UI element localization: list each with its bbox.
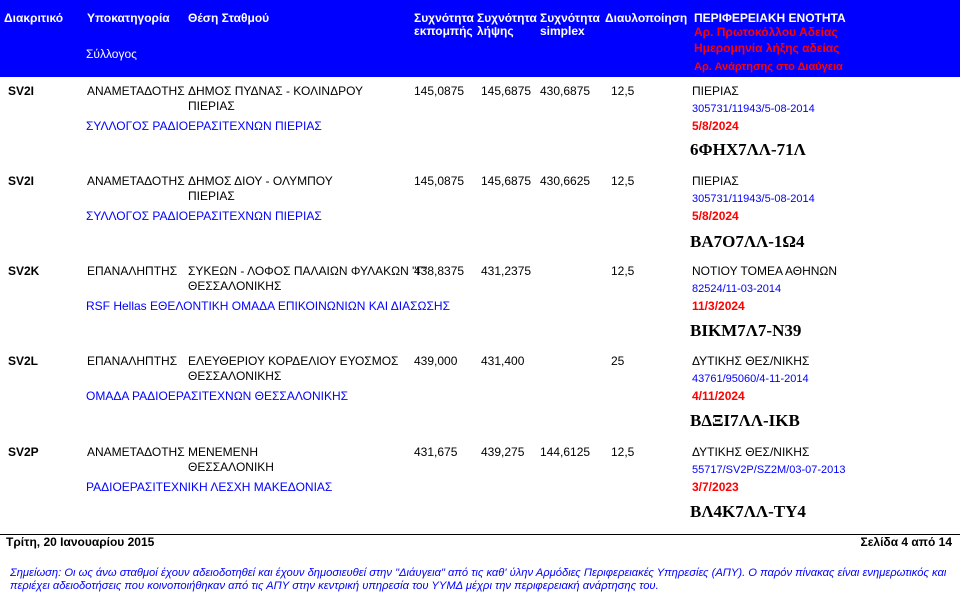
page-number: Σελίδα 4 από 14 xyxy=(860,535,952,549)
header-tx-freq: Συχνότητα xyxy=(414,11,474,25)
header-rx-freq: Συχνότητα xyxy=(477,11,537,25)
expiry-date: 4/11/2024 xyxy=(692,389,745,403)
simplex-frequency: 144,6125 xyxy=(540,445,591,459)
simplex-frequency: 430,6625 xyxy=(540,174,591,188)
location-line-1: ΣΥΚΕΩΝ - ΛΟΦΟΣ ΠΑΛΑΙΩΝ ΦΥΛΑΚΩΝ "Γ" xyxy=(188,264,428,278)
tx-frequency: 431,675 xyxy=(414,445,458,459)
rx-frequency: 431,2375 xyxy=(481,264,532,278)
callsign: SV2L xyxy=(8,354,39,368)
location-line-2: ΘΕΣΣΑΛΟΝΙΚΗ xyxy=(188,460,274,474)
header-tx-freq-2: εκπομπής xyxy=(414,24,473,38)
expiry-date: 11/3/2024 xyxy=(692,299,745,313)
location-line-1: ΔΗΜΟΣ ΔΙΟΥ - ΟΛΥΜΠΟΥ xyxy=(188,174,333,188)
location-line-2: ΠΙΕΡΙΑΣ xyxy=(188,189,235,203)
station-type: ΕΠΑΝΑΛΗΠΤΗΣ xyxy=(87,264,178,278)
header-callsign: Διακριτικό xyxy=(4,11,64,25)
location-line-1: ΕΛΕΥΘΕΡΙΟΥ ΚΟΡΔΕΛΙΟΥ ΕΥΟΣΜΟΣ xyxy=(188,354,399,368)
header-simplex: Συχνότητα xyxy=(540,11,600,25)
protocol-number: 305731/11943/5-08-2014 xyxy=(692,103,815,115)
location-line-1: ΜΕΝΕΜΕΝΗ xyxy=(188,445,259,459)
location-line-2: ΘΕΣΣΑΛΟΝΙΚΗΣ xyxy=(188,279,282,293)
diavgeia-code: ΒΑ7Ο7ΛΛ-1Ω4 xyxy=(690,232,805,251)
callsign: SV2K xyxy=(8,264,40,278)
location-line-1: ΔΗΜΟΣ ΠΥΔΝΑΣ - ΚΟΛΙΝΔΡΟΥ xyxy=(188,84,364,98)
header-protocol: Αρ. Πρωτοκόλλου Αδείας xyxy=(694,25,838,39)
rx-frequency: 145,6875 xyxy=(481,174,532,188)
header-type: Υποκατηγορία xyxy=(87,11,170,25)
expiry-date: 5/8/2024 xyxy=(692,209,739,223)
tx-frequency: 439,000 xyxy=(414,354,458,368)
channel-spacing: 12,5 xyxy=(611,174,635,188)
header-club: Σύλλογος xyxy=(86,47,137,61)
table-header xyxy=(0,0,960,77)
tx-frequency: 145,0875 xyxy=(414,84,465,98)
header-diavgeia: Αρ. Ανάρτησης στο Διαύγεια xyxy=(694,61,843,73)
protocol-number: 55717/SV2P/SZ2M/03-07-2013 xyxy=(692,464,846,476)
diavgeia-code: ΒΔΞΙ7ΛΛ-ΙΚΒ xyxy=(690,411,800,430)
club-name: ΡΑΔΙΟΕΡΑΣΙΤΕΧΝΙΚΗ ΛΕΣΧΗ ΜΑΚΕΔΟΝΙΑΣ xyxy=(86,480,333,494)
protocol-number: 305731/11943/5-08-2014 xyxy=(692,193,815,205)
diavgeia-code: ΒΛ4Κ7ΛΛ-ΤΥ4 xyxy=(690,502,806,521)
rx-frequency: 439,275 xyxy=(481,445,525,459)
club-name: RSF Hellas ΕΘΕΛΟΝΤΙΚΗ ΟΜΑΔΑ ΕΠΙΚΟΙΝΩΝΙΩΝ ΚΑΙ ΔΙΑΣΩΣΗΣ xyxy=(86,299,450,313)
channel-spacing: 12,5 xyxy=(611,84,635,98)
station-type: ΑΝΑΜΕΤΑΔΟΤΗΣ xyxy=(87,445,185,459)
region: ΝΟΤΙΟΥ ΤΟΜΕΑ ΑΘΗΝΩΝ xyxy=(692,264,838,278)
expiry-date: 3/7/2023 xyxy=(692,480,739,494)
expiry-date: 5/8/2024 xyxy=(692,119,739,133)
rx-frequency: 145,6875 xyxy=(481,84,532,98)
diavgeia-code: ΒΙΚΜ7Λ7-Ν39 xyxy=(690,321,802,340)
callsign: SV2I xyxy=(8,84,35,98)
print-date: Τρίτη, 20 Ιανουαρίου 2015 xyxy=(6,535,155,549)
channel-spacing: 12,5 xyxy=(611,445,635,459)
location-line-2: ΘΕΣΣΑΛΟΝΙΚΗΣ xyxy=(188,369,282,383)
region: ΠΙΕΡΙΑΣ xyxy=(692,174,739,188)
club-name: ΣΥΛΛΟΓΟΣ ΡΑΔΙΟΕΡΑΣΙΤΕΧΝΩΝ ΠΙΕΡΙΑΣ xyxy=(86,119,322,133)
tx-frequency: 145,0875 xyxy=(414,174,465,188)
header-location: Θέση Σταθμού xyxy=(188,11,270,25)
diavgeia-code: 6ΦΗΧ7ΛΛ-71Λ xyxy=(690,140,806,159)
callsign: SV2I xyxy=(8,174,35,188)
region: ΔΥΤΙΚΗΣ ΘΕΣ/ΝΙΚΗΣ xyxy=(692,354,810,368)
location-line-2: ΠΙΕΡΙΑΣ xyxy=(188,99,235,113)
region: ΔΥΤΙΚΗΣ ΘΕΣ/ΝΙΚΗΣ xyxy=(692,445,810,459)
channel-spacing: 25 xyxy=(611,354,625,368)
club-name: ΟΜΑΔΑ ΡΑΔΙΟΕΡΑΣΙΤΕΧΝΩΝ ΘΕΣΣΑΛΟΝΙΚΗΣ xyxy=(86,389,349,403)
callsign: SV2P xyxy=(8,445,39,459)
protocol-number: 82524/11-03-2014 xyxy=(692,283,782,295)
header-expiry: Ημερομηνία λήξης αδείας xyxy=(694,41,840,55)
station-type: ΕΠΑΝΑΛΗΠΤΗΣ xyxy=(87,354,178,368)
footer-note: Σημείωση: Οι ως άνω σταθμοί έχουν αδειοδοτηθεί και έχουν δημοσιευθεί στην "Διάυγεια" από τις καθ' ύλην Αρμόδιες Περιφερειακές Υπηρεσίες (ΑΠΥ). Ο παρόν πίνακας είναι ενημερωτικός και περιέχει αδειοδοτήσεις που κοινοποιήθηκαν από τις ΑΠΥ στην κεντρική υπηρεσία του ΥΥΜΔ μέχρι την περιφερειακή ανάρτησης του. xyxy=(10,567,947,592)
station-type: ΑΝΑΜΕΤΑΔΟΤΗΣ xyxy=(87,84,185,98)
station-type: ΑΝΑΜΕΤΑΔΟΤΗΣ xyxy=(87,174,185,188)
rx-frequency: 431,400 xyxy=(481,354,525,368)
simplex-frequency: 430,6875 xyxy=(540,84,591,98)
channel-spacing: 12,5 xyxy=(611,264,635,278)
header-modulation: Διαυλοποίηση xyxy=(605,11,688,25)
tx-frequency: 438,8375 xyxy=(414,264,465,278)
header-rx-freq-2: λήψης xyxy=(477,24,514,38)
header-region: ΠΕΡΙΦΕΡΕΙΑΚΗ ΕΝΟΤΗΤΑ xyxy=(694,11,846,25)
club-name: ΣΥΛΛΟΓΟΣ ΡΑΔΙΟΕΡΑΣΙΤΕΧΝΩΝ ΠΙΕΡΙΑΣ xyxy=(86,209,322,223)
region: ΠΙΕΡΙΑΣ xyxy=(692,84,739,98)
header-simplex-2: simplex xyxy=(540,24,585,38)
protocol-number: 43761/95060/4-11-2014 xyxy=(692,373,809,385)
